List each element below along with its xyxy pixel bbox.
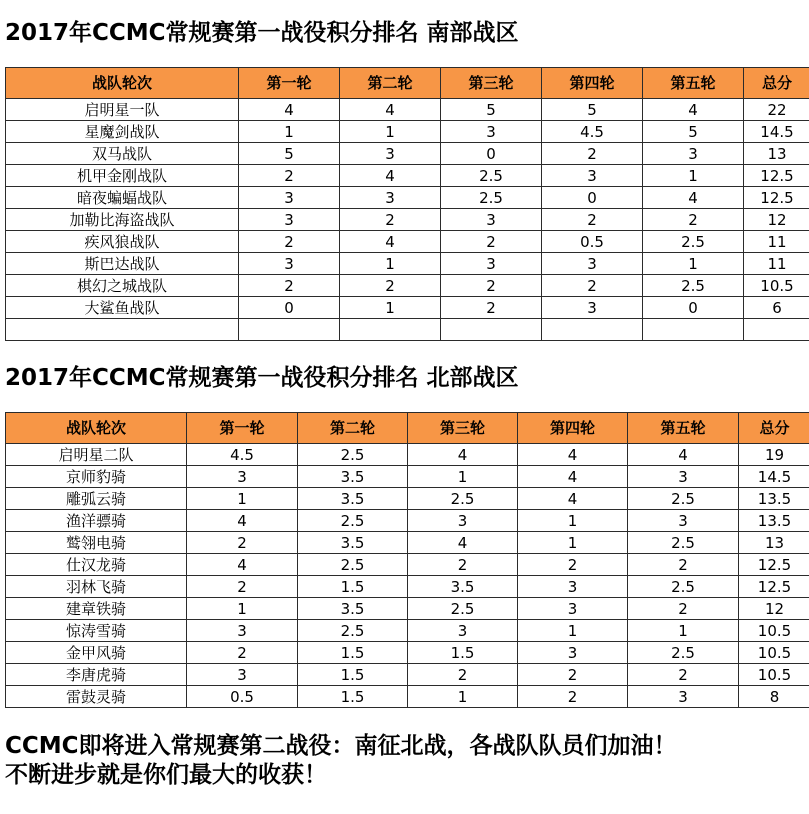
round-4-score-cell: 3: [518, 598, 628, 620]
round-4-score-cell: 3: [542, 297, 643, 319]
table-row: [6, 510, 809, 532]
header-round-2: 第二轮: [340, 68, 441, 99]
team-name-cell: 疾风狼战队: [6, 231, 239, 253]
round-5-score-cell: 1: [628, 620, 739, 642]
total-score-cell: 11: [744, 253, 809, 275]
team-name-cell: 机甲金刚战队: [6, 165, 239, 187]
header-team-round: 战队轮次: [6, 413, 187, 444]
header-row: [6, 68, 809, 99]
round-4-score-cell: 3: [542, 165, 643, 187]
round-1-score-cell: 5: [239, 143, 340, 165]
table-row: [6, 275, 809, 297]
header-total: 总分: [739, 413, 809, 444]
round-5-score-cell: 1: [643, 253, 744, 275]
round-3-score-cell: 4: [408, 532, 518, 554]
round-5-score-cell: 2: [628, 554, 739, 576]
round-4-score-cell: 4: [518, 466, 628, 488]
round-3-score-cell: 0: [441, 143, 542, 165]
round-4-score-cell: 2: [518, 554, 628, 576]
team-name-cell: 启明星二队: [6, 444, 187, 466]
round-5-score-cell: 0: [643, 297, 744, 319]
round-5-score-cell: 5: [643, 121, 744, 143]
round-2-score-cell: 1.5: [298, 664, 408, 686]
table-row: [6, 642, 809, 664]
round-4-score-cell: 1: [518, 620, 628, 642]
round-2-score-cell: 3: [340, 187, 441, 209]
round-2-score-cell: 3.5: [298, 466, 408, 488]
blank-cell: [744, 319, 809, 341]
round-3-score-cell: 4: [408, 444, 518, 466]
table-row: [6, 466, 809, 488]
round-2-score-cell: 3: [340, 143, 441, 165]
round-1-score-cell: 2: [187, 576, 298, 598]
round-2-score-cell: 1: [340, 297, 441, 319]
round-1-score-cell: 1: [187, 598, 298, 620]
round-3-score-cell: 2: [441, 297, 542, 319]
round-3-score-cell: 2.5: [408, 598, 518, 620]
round-2-score-cell: 1: [340, 253, 441, 275]
team-name-cell: 金甲风骑: [6, 642, 187, 664]
south-title: 2017年CCMC常规赛第一战役积分排名 南部战区: [5, 20, 519, 46]
round-1-score-cell: 1: [239, 121, 340, 143]
total-score-cell: 13: [739, 532, 809, 554]
round-5-score-cell: 2.5: [628, 488, 739, 510]
blank-cell: [643, 319, 744, 341]
south-score-table: [5, 67, 809, 341]
round-2-score-cell: 4: [340, 165, 441, 187]
total-score-cell: 12: [739, 598, 809, 620]
north-score-table: [5, 412, 809, 708]
round-4-score-cell: 2: [518, 664, 628, 686]
table-row: [6, 209, 809, 231]
round-5-score-cell: 3: [628, 686, 739, 708]
team-name-cell: 星魔剑战队: [6, 121, 239, 143]
team-name-cell: 大鲨鱼战队: [6, 297, 239, 319]
round-1-score-cell: 2: [239, 231, 340, 253]
round-4-score-cell: 1: [518, 532, 628, 554]
total-score-cell: 12: [744, 209, 809, 231]
round-4-score-cell: 3: [542, 253, 643, 275]
table-row: [6, 253, 809, 275]
round-2-score-cell: 1.5: [298, 686, 408, 708]
round-2-score-cell: 4: [340, 231, 441, 253]
header-round-2: 第二轮: [298, 413, 408, 444]
blank-cell: [340, 319, 441, 341]
round-5-score-cell: 2: [628, 598, 739, 620]
blank-cell: [239, 319, 340, 341]
round-2-score-cell: 2: [340, 209, 441, 231]
round-2-score-cell: 2.5: [298, 554, 408, 576]
round-4-score-cell: 2: [542, 275, 643, 297]
table-row: [6, 554, 809, 576]
table-row: [6, 686, 809, 708]
round-3-score-cell: 3: [408, 620, 518, 642]
round-5-score-cell: 3: [628, 466, 739, 488]
team-name-cell: 双马战队: [6, 143, 239, 165]
table-row: [6, 165, 809, 187]
total-score-cell: 13.5: [739, 510, 809, 532]
total-score-cell: 12.5: [744, 165, 809, 187]
round-2-score-cell: 1.5: [298, 576, 408, 598]
round-3-score-cell: 5: [441, 99, 542, 121]
south-table-body: [6, 99, 809, 341]
round-5-score-cell: 2.5: [643, 275, 744, 297]
table-row: [6, 664, 809, 686]
round-3-score-cell: 1: [408, 686, 518, 708]
round-1-score-cell: 4: [187, 554, 298, 576]
north-title: 2017年CCMC常规赛第一战役积分排名 北部战区: [5, 365, 519, 391]
round-2-score-cell: 4: [340, 99, 441, 121]
total-score-cell: 12.5: [739, 576, 809, 598]
header-round-4: 第四轮: [542, 68, 643, 99]
total-score-cell: 19: [739, 444, 809, 466]
round-5-score-cell: 2.5: [628, 642, 739, 664]
round-3-score-cell: 2: [408, 554, 518, 576]
team-name-cell: 暗夜蝙蝠战队: [6, 187, 239, 209]
round-1-score-cell: 2: [187, 532, 298, 554]
round-1-score-cell: 2: [239, 275, 340, 297]
table-row: [6, 488, 809, 510]
round-2-score-cell: 3.5: [298, 598, 408, 620]
round-5-score-cell: 2: [628, 664, 739, 686]
round-4-score-cell: 3: [518, 576, 628, 598]
round-3-score-cell: 2: [441, 275, 542, 297]
north-table-head: [6, 413, 809, 444]
table-row: [6, 143, 809, 165]
total-score-cell: 22: [744, 99, 809, 121]
header-total: 总分: [744, 68, 809, 99]
round-3-score-cell: 3: [408, 510, 518, 532]
round-5-score-cell: 3: [643, 143, 744, 165]
round-2-score-cell: 1.5: [298, 642, 408, 664]
round-1-score-cell: 2: [239, 165, 340, 187]
table-row: [6, 598, 809, 620]
round-3-score-cell: 2.5: [441, 165, 542, 187]
table-row: [6, 297, 809, 319]
team-name-cell: 启明星一队: [6, 99, 239, 121]
header-round-3: 第三轮: [408, 413, 518, 444]
round-3-score-cell: 2.5: [408, 488, 518, 510]
round-3-score-cell: 2: [441, 231, 542, 253]
team-name-cell: 李唐虎骑: [6, 664, 187, 686]
team-name-cell: 京师豹骑: [6, 466, 187, 488]
team-name-cell: 斯巴达战队: [6, 253, 239, 275]
round-5-score-cell: 1: [643, 165, 744, 187]
round-2-score-cell: 2: [340, 275, 441, 297]
table-row: [6, 620, 809, 642]
round-5-score-cell: 2.5: [628, 576, 739, 598]
round-3-score-cell: 1.5: [408, 642, 518, 664]
round-2-score-cell: 3.5: [298, 532, 408, 554]
team-name-cell: 棋幻之城战队: [6, 275, 239, 297]
round-2-score-cell: 2.5: [298, 510, 408, 532]
total-score-cell: 10.5: [739, 620, 809, 642]
table-row: [6, 532, 809, 554]
round-1-score-cell: 4: [239, 99, 340, 121]
blank-cell: [542, 319, 643, 341]
team-name-cell: 惊涛雪骑: [6, 620, 187, 642]
total-score-cell: 13: [744, 143, 809, 165]
blank-row: [6, 319, 809, 341]
team-name-cell: 雷鼓灵骑: [6, 686, 187, 708]
blank-cell: [6, 319, 239, 341]
header-round-4: 第四轮: [518, 413, 628, 444]
total-score-cell: 12.5: [739, 554, 809, 576]
round-3-score-cell: 3.5: [408, 576, 518, 598]
total-score-cell: 8: [739, 686, 809, 708]
header-team-round: 战队轮次: [6, 68, 239, 99]
table-row: [6, 121, 809, 143]
team-name-cell: 羽林飞骑: [6, 576, 187, 598]
round-5-score-cell: 4: [643, 187, 744, 209]
table-row: [6, 231, 809, 253]
round-4-score-cell: 2: [542, 143, 643, 165]
header-round-1: 第一轮: [239, 68, 340, 99]
round-5-score-cell: 2.5: [628, 532, 739, 554]
team-name-cell: 渔洋骠骑: [6, 510, 187, 532]
total-score-cell: 14.5: [744, 121, 809, 143]
round-3-score-cell: 1: [408, 466, 518, 488]
round-1-score-cell: 4: [187, 510, 298, 532]
round-4-score-cell: 1: [518, 510, 628, 532]
round-1-score-cell: 3: [239, 209, 340, 231]
total-score-cell: 10.5: [739, 664, 809, 686]
round-3-score-cell: 3: [441, 209, 542, 231]
round-3-score-cell: 3: [441, 121, 542, 143]
round-4-score-cell: 2: [542, 209, 643, 231]
round-4-score-cell: 2: [518, 686, 628, 708]
round-4-score-cell: 0: [542, 187, 643, 209]
round-4-score-cell: 4: [518, 444, 628, 466]
round-1-score-cell: 0.5: [187, 686, 298, 708]
round-1-score-cell: 3: [239, 253, 340, 275]
round-1-score-cell: 1: [187, 488, 298, 510]
round-1-score-cell: 2: [187, 642, 298, 664]
table-row: [6, 576, 809, 598]
round-5-score-cell: 3: [628, 510, 739, 532]
round-1-score-cell: 3: [187, 664, 298, 686]
round-1-score-cell: 3: [239, 187, 340, 209]
header-round-3: 第三轮: [441, 68, 542, 99]
round-2-score-cell: 1: [340, 121, 441, 143]
total-score-cell: 11: [744, 231, 809, 253]
round-2-score-cell: 3.5: [298, 488, 408, 510]
blank-cell: [441, 319, 542, 341]
round-5-score-cell: 4: [628, 444, 739, 466]
header-row: [6, 413, 809, 444]
round-4-score-cell: 0.5: [542, 231, 643, 253]
round-5-score-cell: 2.5: [643, 231, 744, 253]
table-row: [6, 444, 809, 466]
total-score-cell: 10.5: [739, 642, 809, 664]
footer-message-line-2: 不断进步就是你们最大的收获！: [5, 762, 327, 788]
round-1-score-cell: 4.5: [187, 444, 298, 466]
round-4-score-cell: 5: [542, 99, 643, 121]
round-5-score-cell: 4: [643, 99, 744, 121]
round-4-score-cell: 4.5: [542, 121, 643, 143]
round-3-score-cell: 2: [408, 664, 518, 686]
total-score-cell: 14.5: [739, 466, 809, 488]
total-score-cell: 12.5: [744, 187, 809, 209]
round-1-score-cell: 3: [187, 466, 298, 488]
round-2-score-cell: 2.5: [298, 444, 408, 466]
team-name-cell: 建章铁骑: [6, 598, 187, 620]
total-score-cell: 13.5: [739, 488, 809, 510]
total-score-cell: 10.5: [744, 275, 809, 297]
total-score-cell: 6: [744, 297, 809, 319]
team-name-cell: 鹫翎电骑: [6, 532, 187, 554]
north-table-body: [6, 444, 809, 708]
round-1-score-cell: 3: [187, 620, 298, 642]
header-round-1: 第一轮: [187, 413, 298, 444]
team-name-cell: 仕汉龙骑: [6, 554, 187, 576]
round-4-score-cell: 4: [518, 488, 628, 510]
team-name-cell: 加勒比海盗战队: [6, 209, 239, 231]
round-3-score-cell: 3: [441, 253, 542, 275]
south-table-head: [6, 68, 809, 99]
round-3-score-cell: 2.5: [441, 187, 542, 209]
team-name-cell: 雕弧云骑: [6, 488, 187, 510]
round-1-score-cell: 0: [239, 297, 340, 319]
header-round-5: 第五轮: [628, 413, 739, 444]
round-2-score-cell: 2.5: [298, 620, 408, 642]
footer-message-line-1: CCMC即将进入常规赛第二战役：南征北战，各战队队员们加油！: [5, 733, 677, 759]
header-round-5: 第五轮: [643, 68, 744, 99]
table-row: [6, 187, 809, 209]
table-row: [6, 99, 809, 121]
round-4-score-cell: 3: [518, 642, 628, 664]
round-5-score-cell: 2: [643, 209, 744, 231]
